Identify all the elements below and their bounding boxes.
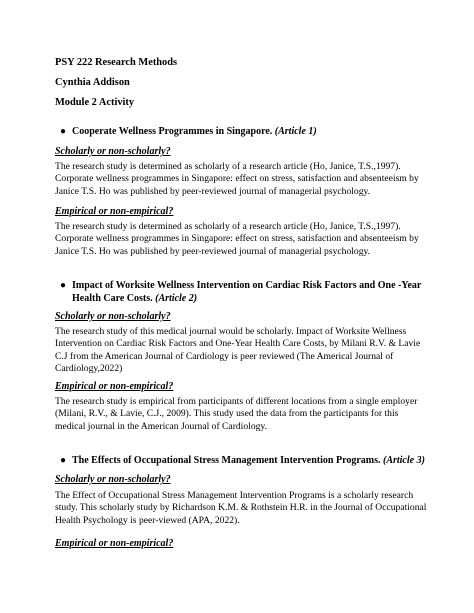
author-name: Cynthia Addison	[55, 77, 130, 88]
bullet-icon: ●	[60, 455, 67, 466]
article-2-scholarly-heading: Scholarly or non-scholarly?	[55, 311, 171, 322]
article-3-tag: (Article 3)	[382, 455, 425, 466]
module-title: Module 2 Activity	[55, 97, 135, 108]
article-2-heading	[60, 280, 428, 305]
article-2-tag: (Article 2)	[155, 292, 198, 304]
bullet-icon: ●	[60, 126, 67, 137]
article-2-empirical-heading: Empirical or non-empirical?	[55, 381, 174, 392]
article-1-title: Cooperate Wellness Programmes in Singapore.	[72, 126, 273, 137]
article-1-empirical-heading: Empirical or non-empirical?	[55, 206, 174, 217]
article-1-tag: (Article 1)	[274, 126, 317, 137]
course-title: PSY 222 Research Methods	[55, 57, 178, 68]
article-1-scholarly-heading: Scholarly or non-scholarly?	[55, 146, 171, 157]
article-3-empirical-heading: Empirical or non-empirical?	[55, 538, 174, 549]
bullet-icon: ●	[60, 280, 67, 291]
article-3-scholarly-text: The Effect of Occupational Stress Management Intervention Programs is a scholarly research study. This scholarly study by Richardson K.M. & Rothstein H.R. in the Journal of Occupational Health Psychology is peer-viewed (APA, 2022).	[55, 490, 427, 526]
article-2-title: Impact of Worksite Wellness Intervention on Cardiac Risk Factors and One -Year Health Care Costs.	[72, 280, 422, 304]
article-3-heading	[60, 455, 428, 468]
article-2-empirical-text: The research study is empirical from participants of different locations from a single employer (Milani, R.V., & Lavie, C.J., 2009). This study used the data from the participants for this medical journal in the American Journal of Cardiology.	[55, 396, 418, 432]
article-1-empirical-text: The research study is determined as scholarly of a research article (Ho, Janice, T.S.,1997). Corporate wellness programmes in Singapore: effect on stress, satisfaction and absenteeism by Janice T.S. Ho was published by peer-reviewed journal of managerial psychology.	[55, 221, 419, 257]
article-3-scholarly-heading: Scholarly or non-scholarly?	[55, 474, 171, 485]
article-3-title: The Effects of Occupational Stress Management Intervention Programs.	[72, 455, 381, 466]
article-2-scholarly-text: The research study of this medical journal would be scholarly. Impact of Worksite Wellness Intervention on Cardiac Risk Factors and One-Year Health Care Costs, by Milani R.V. & Lavie C.J from the American Journal of Cardiology is peer reviewed (The Americal Journal of Cardiology,2022)	[55, 326, 421, 375]
article-1-heading	[60, 126, 428, 139]
article-1-scholarly-text: The research study is determined as scholarly of a research article (Ho, Janice, T.S.,1997). Corporate wellness programmes in Singapore: effect on stress, satisfaction and absenteeism by Janice T.S. Ho was published by peer-reviewed journal of managerial psychology.	[55, 161, 419, 197]
